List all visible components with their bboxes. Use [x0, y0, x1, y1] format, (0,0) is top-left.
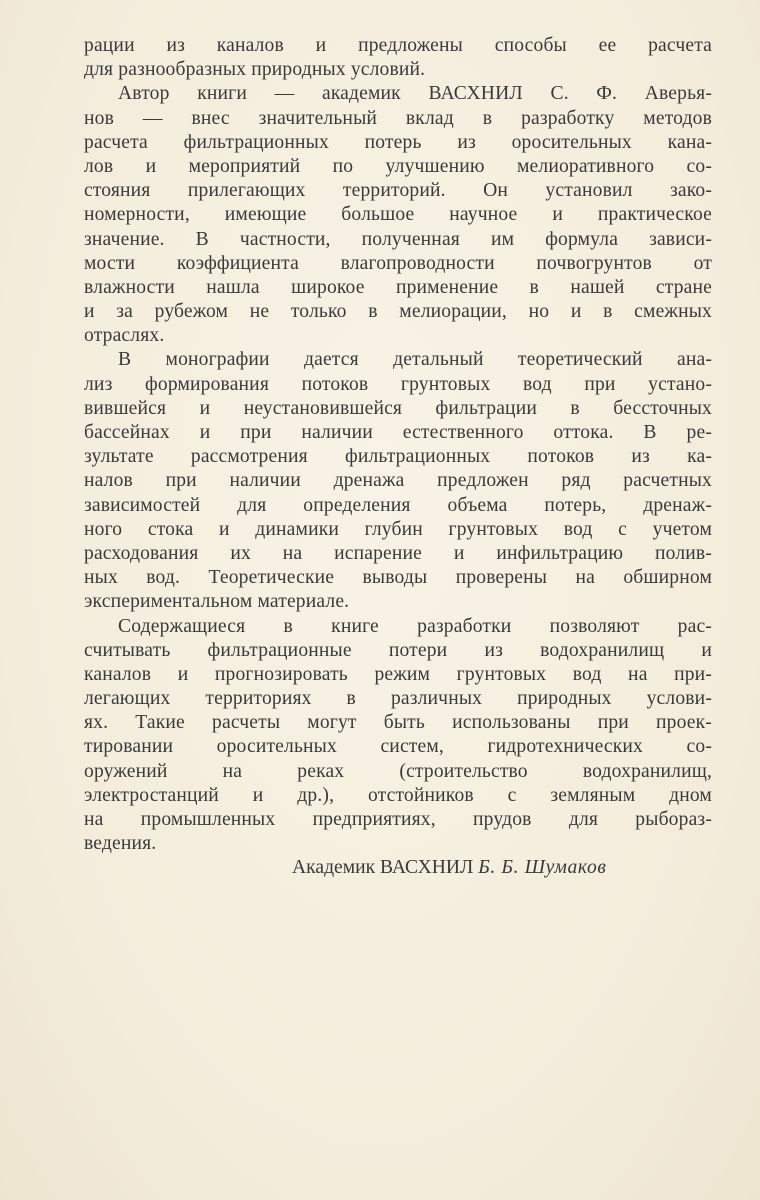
text-line: лов и мероприятий по улучшению мелиоративного со-	[84, 155, 712, 177]
text-line: легающих территориях в различных природных услови-	[84, 688, 712, 710]
text-line: и за рубежом не только в мелиорации, но и в смежных	[84, 301, 712, 323]
text-line: мости коэффициента влагопроводности почвогрунтов от	[84, 252, 712, 274]
text-line: стояния прилегающих территорий. Он установил зако-	[84, 180, 712, 202]
text-line: влажности нашла широкое применение в нашей стране	[84, 276, 712, 298]
text-line: бассейнах и при наличии естественного оттока. В ре-	[84, 422, 712, 443]
text-line: тировании оросительных систем, гидротехнических со-	[84, 736, 712, 758]
text-line: Содержащиеся в книге разработки позволяют рас-	[118, 615, 712, 637]
signature-title: Академик ВАСХНИЛ	[292, 857, 474, 878]
paragraph	[84, 348, 712, 614]
text-line: расчета фильтрационных потерь из оросительных кана-	[84, 131, 712, 153]
text-line: В монографии дается детальный теоретический ана-	[118, 349, 712, 371]
text-line: экспериментальном материале.	[84, 591, 350, 613]
text-line: номерности, имеющие большое научное и практическое	[84, 204, 712, 226]
paragraph	[84, 34, 712, 82]
text-line: для разнообразных природных условий.	[84, 59, 426, 81]
text-line: ведения.	[84, 833, 157, 855]
text-line: налов при наличии дренажа предложен ряд расчетных	[84, 470, 712, 492]
signature	[292, 856, 716, 880]
text-line: оружений на реках (строительство водохранилищ,	[84, 760, 712, 782]
signature-name: Б. Б. Шумаков	[478, 857, 607, 878]
text-line: каналов и прогнозировать режим грунтовых вод на при-	[84, 663, 712, 685]
text-line: рации из каналов и предложены способы ее расчета	[84, 35, 712, 56]
text-line: значение. В частности, полученная им формула зависи-	[84, 228, 712, 250]
text-line: зультате рассмотрения фильтрационных потоков из ка-	[84, 446, 712, 468]
text-line: ного стока и динамики глубин грунтовых вод с учетом	[84, 518, 712, 540]
text-line: считывать фильтрационные потери из водохранилищ и	[84, 639, 712, 661]
paragraph	[84, 82, 712, 348]
text-line: ных вод. Теоретические выводы проверены на обширном	[84, 567, 712, 589]
text-line: на промышленных предприятиях, прудов для рыбораз-	[84, 809, 712, 830]
text-line: лиз формирования потоков грунтовых вод при устано-	[84, 373, 712, 395]
text-line: нов — внес значительный вклад в разработку методов	[84, 107, 712, 129]
text-line: Автор книги — академик ВАСХНИЛ С. Ф. Аверья-	[118, 83, 712, 105]
text-line: ях. Такие расчеты могут быть использованы при проек-	[84, 712, 712, 734]
text-line: электростанций и др.), отстойников с земляным дном	[84, 784, 712, 806]
text-line: зависимостей для определения объема потерь, дренаж-	[84, 494, 712, 516]
text-line: расходования их на испарение и инфильтрацию полив-	[84, 542, 712, 564]
text-line: отраслях.	[84, 325, 165, 347]
paragraph	[84, 615, 712, 857]
text-line: вившейся и неустановившейся фильтрации в бессточных	[84, 397, 712, 419]
foreword-text	[84, 34, 712, 856]
